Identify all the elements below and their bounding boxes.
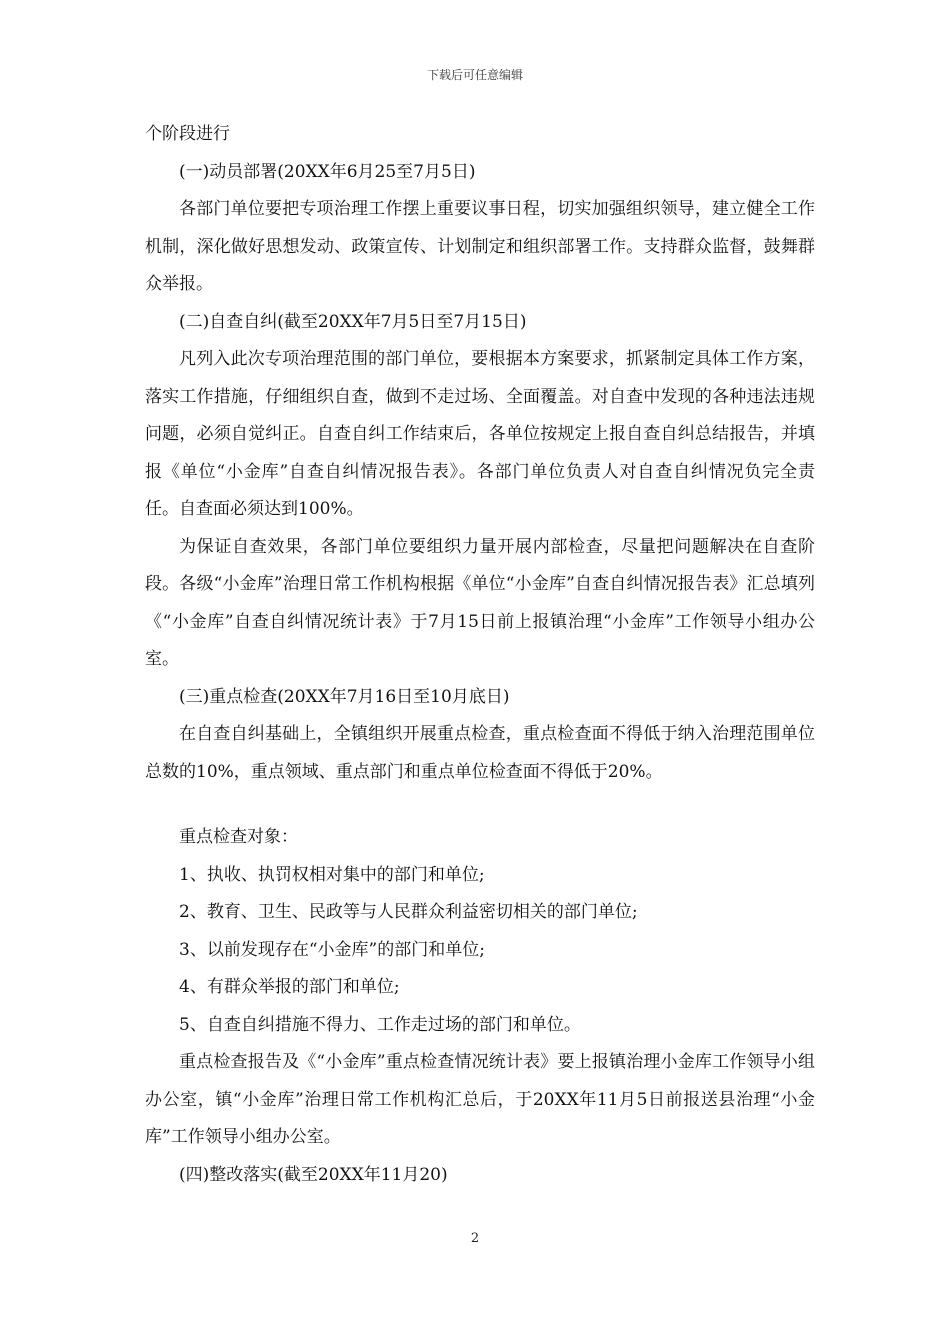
paragraph-key-inspection: 在自查自纠基础上，全镇组织开展重点检查，重点检查面不得低于纳入治理范围单位总数的10%，重点领域、重点部门和重点单位检查面不得低于20%。 <box>145 724 815 782</box>
list-item: 5、自查自纠措施不得力、工作走过场的部门和单位。 <box>179 1014 581 1035</box>
document-body <box>145 116 815 1194</box>
paragraph-self-inspection: 凡列入此次专项治理范围的部门单位，要根据本方案要求，抓紧制定具体工作方案，落实工作措施，仔细组织自查，做到不走过场、全面覆盖。对自查中发现的各种违法违规问题，必须自觉纠正。自查自纠工作结束后，各单位按规定上报自查自纠总结报告，并填报《单位“小金库”自查自纠情况报告表》。各部门单位负责人对自查自纠情况负完全责任。自查面必须达到100%。 <box>145 349 815 519</box>
paragraph-mobilization: 各部门单位要把专项治理工作摆上重要议事日程，切实加强组织领导，建立健全工作机制，深化做好思想发动、政策宣传、计划制定和组织部署工作。支持群众监督，鼓舞群众举报。 <box>145 199 815 294</box>
paragraph-report-submission: 重点检查报告及《“小金库”重点检查情况统计表》要上报镇治理小金库工作领导小组办公室，镇“小金库”治理日常工作机构汇总后，于20XX年11月5日前报送县治理“小金库”工作领导小组办公室。 <box>145 1052 815 1147</box>
section-heading-mobilization: (一)动员部署(20XX年6月25至7月5日) <box>179 161 476 182</box>
list-item: 3、以前发现存在“小金库”的部门和单位; <box>179 939 485 960</box>
paragraph-continuation: 个阶段进行 <box>145 124 230 144</box>
section-heading-self-inspection: (二)自查自纠(截至20XX年7月5日至7月15日) <box>179 311 527 332</box>
page-number: 2 <box>470 1231 480 1246</box>
list-item: 2、教育、卫生、民政等与人民群众利益密切相关的部门单位; <box>179 902 638 922</box>
list-item: 1、执收、执罚权相对集中的部门和单位; <box>179 864 485 885</box>
header-note: 下载后可任意编辑 <box>426 68 523 82</box>
section-heading-rectification: (四)整改落实(截至20XX年11月20) <box>179 1164 448 1185</box>
list-item: 4、有群众举报的部门和单位; <box>179 977 400 997</box>
section-heading-key-inspection: (三)重点检查(20XX年7月16日至10月底日) <box>179 686 510 707</box>
list-heading-inspection-targets: 重点检查对象： <box>179 827 298 847</box>
paragraph-internal-check: 为保证自查效果，各部门单位要组织力量开展内部检查，尽量把问题解决在自查阶段。各级“小金库”治理日常工作机构根据《单位“小金库”自查自纠情况报告表》汇总填列《“小金库”自查自纠情况统计表》于7月15日前上报镇治理“小金库”工作领导小组办公室。 <box>145 536 815 669</box>
blank-spacer <box>145 791 815 819</box>
